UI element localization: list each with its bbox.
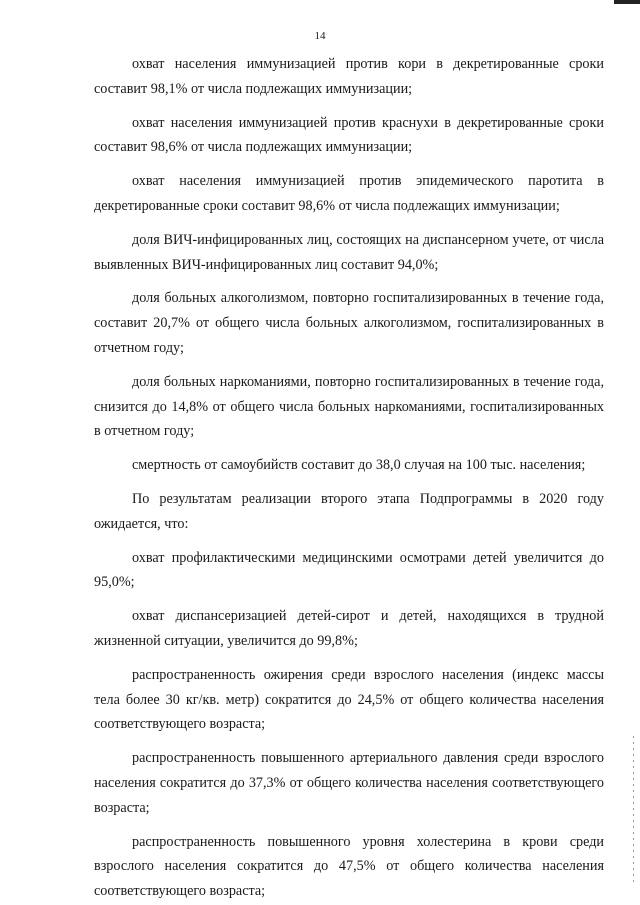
paragraph-alcoholism-rehospitalization: доля больных алкоголизмом, повторно госпитализированных в течение года, составит 20,7% от общего числа больных алкоголизмом, госпитализированных в отчетном году; [94,290,604,356]
paragraph-measles-immunization: охват населения иммунизацией против кори в декретированные сроки составит 98,1% от числа подлежащих иммунизации; [94,56,604,97]
paragraph-blood-pressure-prevalence: распространенность повышенного артериального давления среди взрослого населения сократится до 37,3% от общего количества населения соответствующего возраста; [94,750,604,816]
paragraph-mumps-immunization: охват населения иммунизацией против эпидемического паротита в декретированные сроки составит 98,6% от числа подлежащих иммунизации; [94,173,604,214]
paragraph-hiv-registered: доля ВИЧ-инфицированных лиц, состоящих на диспансерном учете, от числа выявленных ВИЧ-инфицированных лиц составит 94,0%; [94,231,604,273]
paragraph-cholesterol-prevalence: распространенность повышенного уровня холестерина в крови среди взрослого населения сократится до 47,5% от общего количества населения соответствующего возраста; [94,833,604,900]
page-number: 14 [314,30,326,42]
paragraph-second-stage-intro: По результатам реализации второго этапа Подпрограммы в 2020 году ожидается, что: [94,490,604,532]
paragraph-suicide-mortality: смертность от самоубийств составит до 38,0 случая на 100 тыс. населения; [132,457,586,474]
scan-edge-mark [614,0,640,4]
paragraph-rubella-immunization: охват населения иммунизацией против краснухи в декретированные сроки составит 98,6% от числа подлежащих иммунизации; [94,114,604,156]
body-text [94,52,604,904]
paragraph-obesity-prevalence: распространенность ожирения среди взрослого населения (индекс массы тела более 30 кг/кв. метр) сократится до 24,5% от общего количества населения соответствующего возраста; [94,666,604,733]
paragraph-drug-addiction-rehospitalization: доля больных наркоманиями, повторно госпитализированных в течение года, снизится до 14,8% от общего числа больных наркоманиями, госпитализированных в отчетном году; [94,373,604,440]
paragraph-children-checkups: охват профилактическими медицинскими осмотрами детей увеличится до 95,0%; [94,549,604,591]
paragraph-orphans-screening: охват диспансеризацией детей-сирот и детей, находящихся в трудной жизненной ситуации, увеличится до 99,8%; [94,608,604,649]
scan-margin-mark [633,736,634,886]
